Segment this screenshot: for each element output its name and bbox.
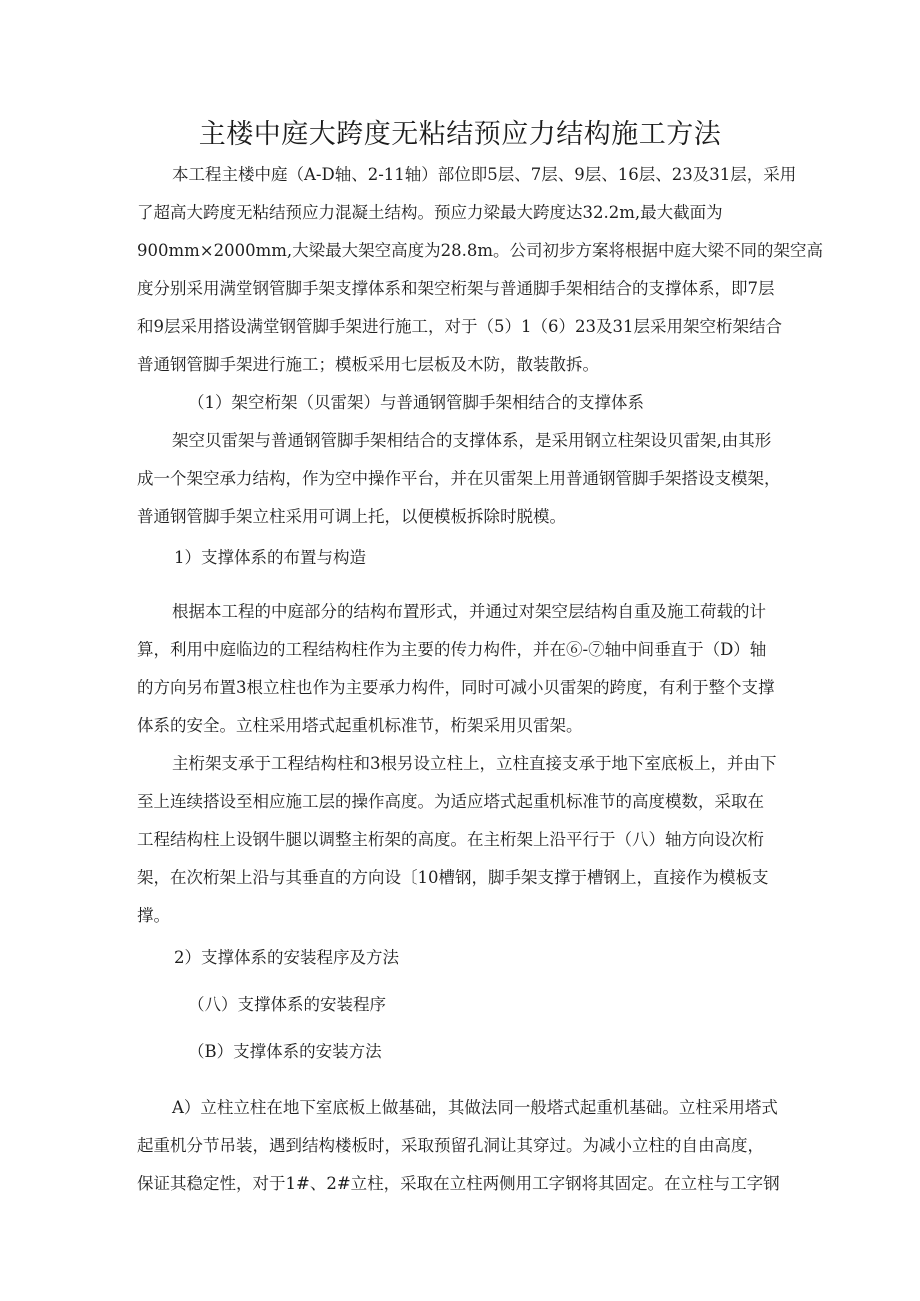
text-line: 保证其稳定性，对于1#、2#立柱，采取在立柱两侧用工字钢将其固定。在立柱与工字钢 bbox=[137, 1174, 780, 1193]
document-title: 主楼中庭大跨度无粘结预应力结构施工方法 bbox=[198, 119, 722, 150]
text-line: 主桁架支承于工程结构柱和3根另设立柱上，立柱直接支承于地下室底板上，并由下 bbox=[172, 754, 777, 773]
text-line: 了超高大跨度无粘结预应力混凝土结构。预应力梁最大跨度达32.2m,最大截面为 bbox=[137, 203, 723, 222]
text-line: 本工程主楼中庭（A-D轴、2-11轴）部位即5层、7层、9层、16层、23及31层，采用 bbox=[172, 165, 797, 184]
section-heading: （1）架空桁架（贝雷架）与普通钢管脚手架相结合的支撑体系 bbox=[188, 393, 644, 412]
section-heading: 2）支撑体系的安装程序及方法 bbox=[174, 948, 399, 967]
text-line: 的方向另布置3根立柱也作为主要承力构件，同时可减小贝雷架的跨度，有利于整个支撑 bbox=[137, 678, 775, 697]
text-line: 900mm×2000mm,大梁最大架空高度为28.8m。公司初步方案将根据中庭大梁不同的架空高 bbox=[137, 241, 824, 260]
text-line: 体系的安全。立柱采用塔式起重机标准节，桁架采用贝雷架。 bbox=[137, 716, 583, 735]
text-line: 至上连续搭设至相应施工层的操作高度。为适应塔式起重机标准节的高度模数，采取在 bbox=[137, 792, 764, 811]
section-heading: 1）支撑体系的布置与构造 bbox=[174, 548, 366, 567]
text-line: A）立柱立柱在地下室底板上做基础，其做法同一般塔式起重机基础。立柱采用塔式 bbox=[172, 1098, 778, 1117]
text-line: 和9层采用搭设满堂钢管脚手架进行施工，对于（5）1（6）23及31层采用架空桁架结合 bbox=[137, 317, 782, 336]
text-line: 撑。 bbox=[137, 906, 170, 925]
text-line: 度分别采用满堂钢管脚手架支撑体系和架空桁架与普通脚手架相结合的支撑体系，即7层 bbox=[137, 279, 775, 298]
text-line: 架空贝雷架与普通钢管脚手架相结合的支撑体系，是采用钢立柱架设贝雷架,由其形 bbox=[172, 431, 772, 450]
text-line: 起重机分节吊装，遇到结构楼板时，采取预留孔洞让其穿过。为减小立柱的自由高度， bbox=[137, 1136, 764, 1155]
text-line: 普通钢管脚手架进行施工；模板采用七层板及木防，散装散拆。 bbox=[137, 355, 599, 374]
text-line: 成一个架空承力结构，作为空中操作平台，并在贝雷架上用普通钢管脚手架搭设支模架， bbox=[137, 469, 781, 488]
text-line: 工程结构柱上设钢牛腿以调整主桁架的高度。在主桁架上沿平行于（八）轴方向设次桁 bbox=[137, 830, 764, 849]
text-line: 普通钢管脚手架立柱采用可调上托，以便模板拆除时脱模。 bbox=[137, 507, 566, 526]
text-line: 根据本工程的中庭部分的结构布置形式，并通过对架空层结构自重及施工荷载的计 bbox=[172, 602, 766, 621]
section-heading: （八）支撑体系的安装程序 bbox=[188, 995, 386, 1014]
text-line: 架，在次桁架上沿与其垂直的方向设〔10槽钢，脚手架支撑于槽钢上，直接作为模板支 bbox=[137, 868, 769, 887]
section-heading: （B）支撑体系的安装方法 bbox=[188, 1042, 382, 1061]
text-line: 算，利用中庭临边的工程结构柱作为主要的传力构件，并在⑥-⑦轴中间垂直于（D）轴 bbox=[137, 640, 767, 659]
